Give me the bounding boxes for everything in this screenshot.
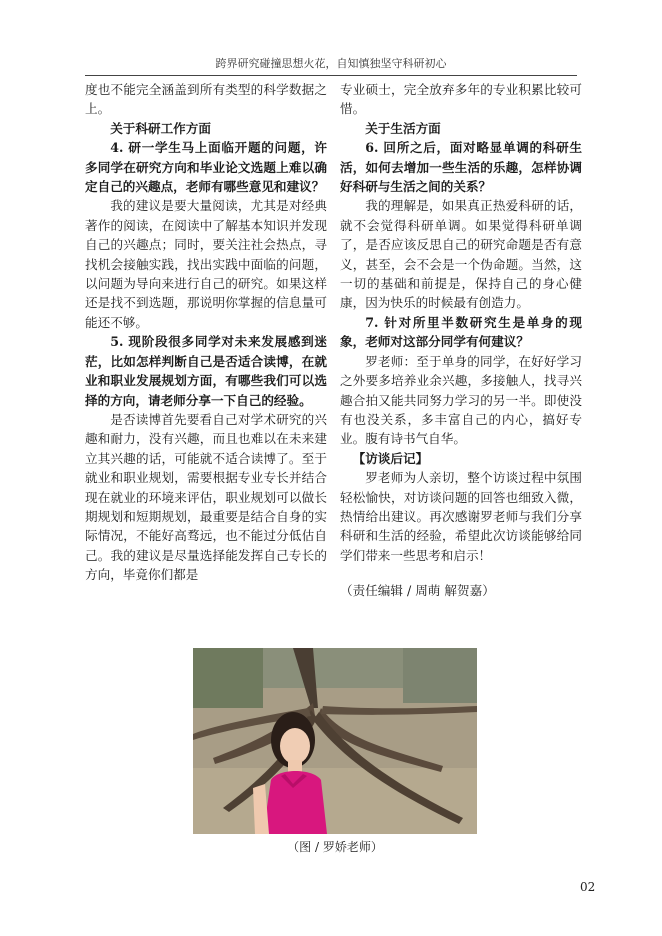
portrait-photo [193, 648, 477, 834]
photo-caption: （图 / 罗娇老师） [287, 840, 383, 854]
question-7: 7. 针对所里半数研究生是单身的现象，老师对这部分同学有何建议？ [340, 314, 582, 350]
answer-7: 罗老师：至于单身的同学，在好好学习之外要多培养业余兴趣，多接触人，找寻兴趣合拍又能共同努力学习的另一半。即使没有也没关系，多丰富自己的内心，搞好专业。腹有诗书气自华。 [340, 353, 582, 447]
postscript-paragraph: 罗老师为人亲切，整个访谈过程中氛围轻松愉快，对访谈问题的回答也细致入微，热情给出建议。再次感谢罗老师与我们分享科研和生活的经验，希望此次访谈能够给同学们带来一些思考和启示！ [340, 470, 582, 563]
section-heading-life: 关于生活方面 [365, 120, 441, 136]
running-header: 跨界研究碰撞思想火花，自知慎独坚守科研初心 [215, 57, 447, 70]
section-heading-research: 关于科研工作方面 [110, 120, 211, 136]
left-carryover-paragraph: 度也不能完全涵盖到所有类型的科学数据之上。 [85, 82, 327, 117]
postscript-heading: 【访谈后记】 [352, 450, 429, 466]
question-6: 6. 回所之后，面对略显单调的科研生活，如何去增加一些生活的乐趣，怎样协调好科研与生活之间的关系？ [340, 140, 582, 195]
left-column [85, 80, 327, 585]
header-rule [85, 75, 577, 76]
right-carryover-paragraph: 专业硕士，完全放弃多年的专业积累比较可惜。 [340, 82, 582, 117]
answer-6: 我的理解是，如果真正热爱科研的话，就不会觉得科研单调。如果觉得科研单调了，是否应该反思自己的研究命题是否有意义，甚至，会不会是一个伪命题。当然，这一切的基础和前提是，保持自己的身心健康，因为快乐的时候最有创造力。 [340, 198, 582, 311]
editor-credit: （责任编辑 / 周萌 解贺嘉） [340, 583, 495, 599]
answer-4: 我的建议是要大量阅读，尤其是对经典著作的阅读，在阅读中了解基本知识并发现自己的兴趣点；同时，要关注社会热点，寻找机会接触实践，找出实践中面临的问题，以问题为导向来进行自己的研究。如果这样还是找不到选题，那说明你掌握的信息量可能还不够。 [85, 198, 327, 330]
page-number: 02 [580, 880, 596, 894]
question-5: 5. 现阶段很多同学对未来发展感到迷茫，比如怎样判断自己是否适合读博，在就业和职业发展规划方面，有哪些我们可以选择的方向，请老师分享一下自己的经验。 [85, 334, 327, 408]
question-4: 4. 研一学生马上面临开题的问题，许多同学在研究方向和毕业论文选题上难以确定自己的兴趣点，老师有哪些意见和建议？ [85, 140, 327, 195]
right-column [340, 80, 582, 601]
answer-5: 是否读博首先要看自己对学术研究的兴趣和耐力，没有兴趣，而且也难以在未来建立其兴趣的话，可能就不适合读博了。至于就业和职业规划，需要根据专业专长并结合现在就业的环境来评估，职业规划可以做长期规划和短期规划，最重要是结合自身的实际情况，不能好高骛远，也不能过分低估自己。我的建议是尽量选择能发挥自己专长的方向，毕竟你们都是 [85, 411, 327, 583]
